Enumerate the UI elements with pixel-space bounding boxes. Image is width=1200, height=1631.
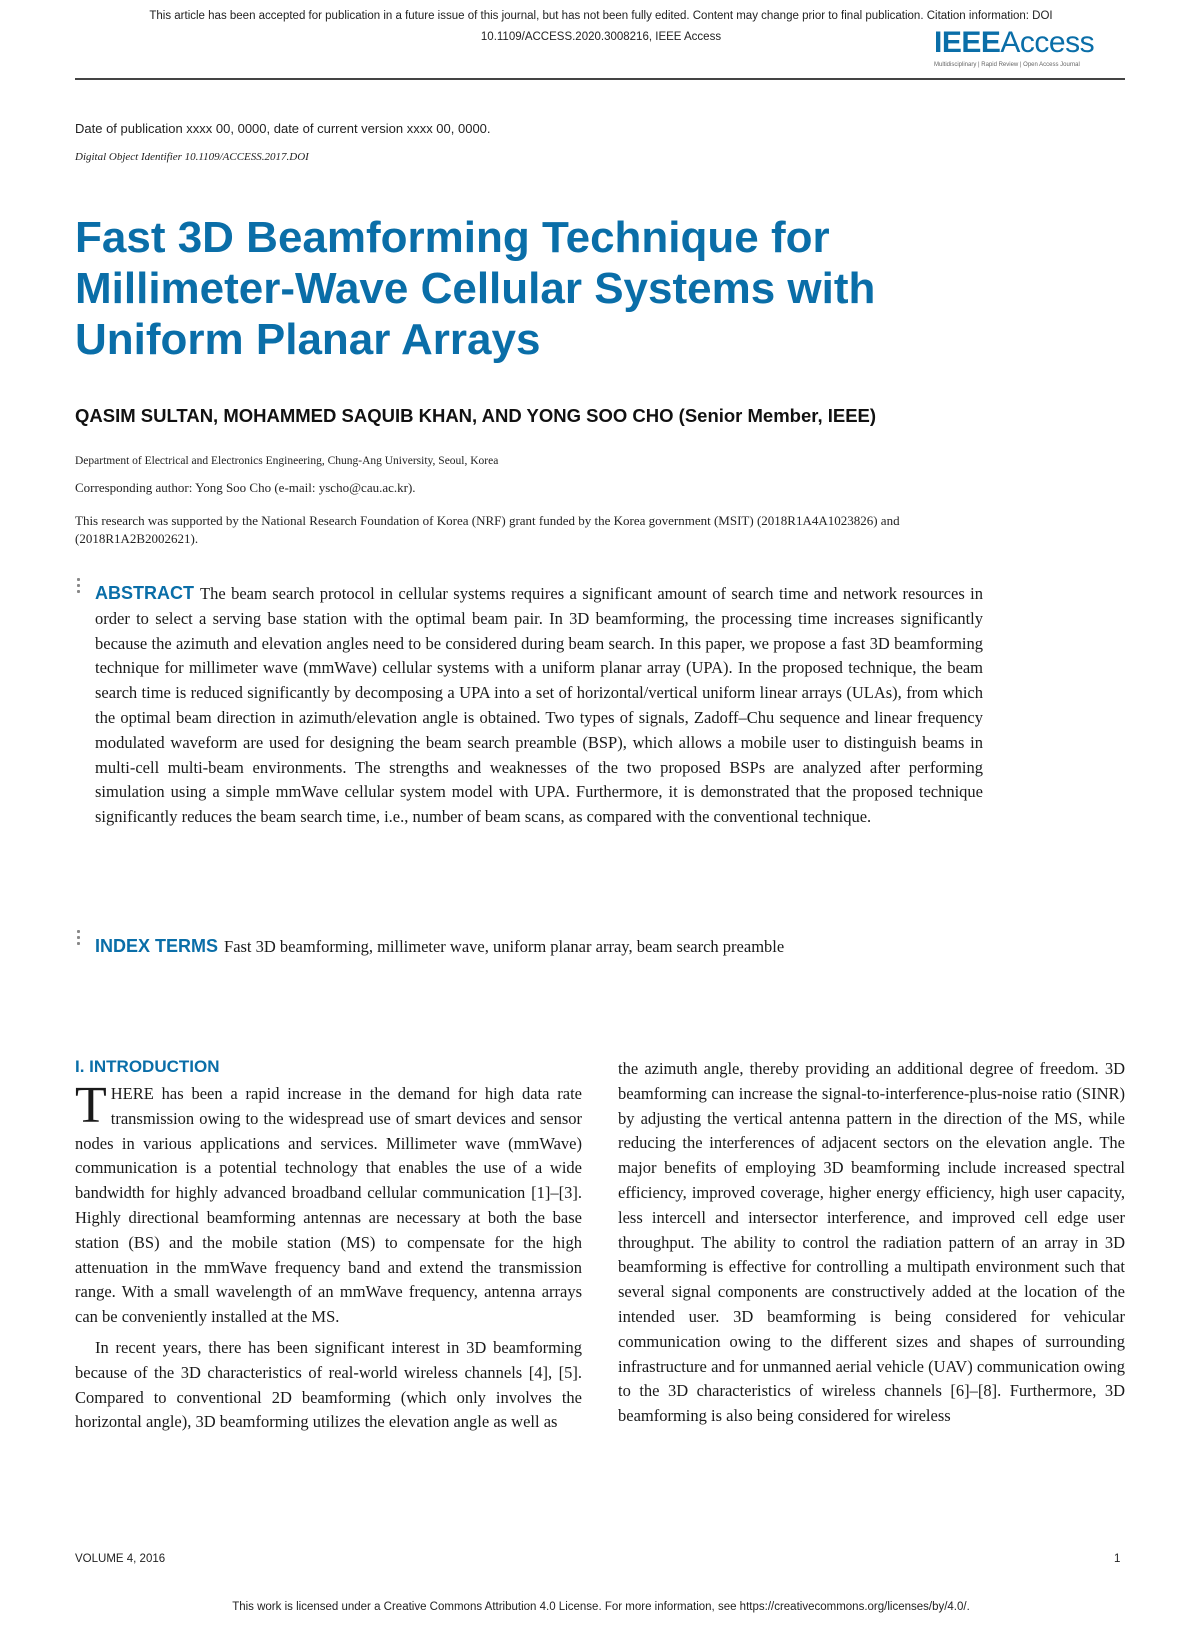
affiliation: Department of Electrical and Electronics Engineering, Chung-Ang University, Seoul, Korea xyxy=(75,455,499,467)
funding-note: This research was supported by the National Research Foundation of Korea (NRF) grant funded by the Korea government (MSIT) (2018R1A4A1023826) and (2018R1A2B2002621). xyxy=(75,513,900,546)
index-terms xyxy=(95,934,983,960)
intro-paragraph-2: In recent years, there has been significant interest in 3D beamforming because of the 3D characteristics of real-world wireless channels [4], [5]. Compared to conventional 2D beamforming (which only involves the horizontal angle), 3D beamforming utilizes the elevation angle as well as xyxy=(75,1337,582,1432)
acceptance-notice-line1: This article has been accepted for publication in a future issue of this journal, but has not been fully edited. Content may change prior to final publication. Citation information: DOI xyxy=(149,10,1053,22)
acceptance-notice-line2: 10.1109/ACCESS.2020.3008216, IEEE Access xyxy=(480,31,722,43)
footer-page-number: 1 xyxy=(1114,1553,1121,1565)
paper-title: Fast 3D Beamforming Technique for Millimeter-Wave Cellular Systems with Uniform Planar Arrays xyxy=(75,213,876,364)
abstract xyxy=(95,581,983,830)
logo-tagline: Multidisciplinary | Rapid Review | Open Access Journal xyxy=(934,62,1080,68)
publication-date: Date of publication xxxx 00, 0000, date of current version xxxx 00, 0000. xyxy=(75,121,491,136)
abstract-marker-icon xyxy=(77,578,81,596)
footer-volume: VOLUME 4, 2016 xyxy=(75,1553,166,1565)
author-list: QASIM SULTAN, MOHAMMED SAQUIB KHAN, AND YONG SOO CHO (Senior Member, IEEE) xyxy=(75,405,877,426)
corresponding-author: Corresponding author: Yong Soo Cho (e-mail: yscho@cau.ac.kr). xyxy=(75,480,416,495)
index-terms-marker-icon xyxy=(77,930,81,948)
intro-paragraph-1-text: HERE has been a rapid increase in the demand for high data rate transmission owing to the widespread use of smart devices and sensor nodes in various applications and services. Millimeter wave (mmWave) communication is a potential technology that enables the use of a wide bandwidth for highly advanced broadband cellular communication [1]–[3]. Highly directional beamforming antennas are necessary at both the base station (BS) and the mobile station (MS) to compensate for the high attenuation in the mmWave frequency band and extend the transmission range. With a small wavelength of an mmWave frequency, antenna arrays can be conveniently installed at the MS. xyxy=(75,1084,582,1327)
doi-line: Digital Object Identifier 10.1109/ACCESS.2017.DOI xyxy=(75,151,309,163)
abstract-text: The beam search protocol in cellular systems requires a significant amount of search time and network resources in order to select a serving base station with the optimal beam pair. In 3D beamforming, the processing time increases significantly because the azimuth and elevation angles need to be considered during beam search. In this paper, we propose a fast 3D beamforming technique for millimeter wave (mmWave) cellular systems with a uniform planar array (UPA). In the proposed technique, the beam search time is reduced significantly by decomposing a UPA into a set of horizontal/vertical uniform linear arrays (ULAs), from which the optimal beam direction in azimuth/elevation angle is obtained. Two types of signals, Zadoff–Chu sequence and linear frequency modulated waveform are used for designing the beam search preamble (BSP), which allows a mobile user to distinguish beams in multi-cell multi-beam environments. The strengths and weaknesses of the two proposed BSPs are analyzed after performing simulation using a simple mmWave cellular system model with UPA. Furthermore, it is demonstrated that the proposed technique significantly reduces the beam search time, i.e., number of beam scans, as compared with the conventional technique. xyxy=(95,584,983,827)
section-heading-introduction: I. INTRODUCTION xyxy=(75,1057,220,1076)
intro-paragraph-1 xyxy=(75,1077,582,1330)
license-notice: This work is licensed under a Creative Commons Attribution 4.0 License. For more information, see https://creativecommons.org/licenses/by/4.0/. xyxy=(232,1601,970,1613)
logo-ieee-text: IEEE xyxy=(934,26,1001,59)
index-terms-text: Fast 3D beamforming, millimeter wave, uniform planar array, beam search preamble xyxy=(224,937,785,956)
ieee-access-logo xyxy=(934,26,1094,60)
index-terms-label: INDEX TERMS xyxy=(95,936,219,956)
intro-paragraph-3: the azimuth angle, thereby providing an additional degree of freedom. 3D beamforming can increase the signal-to-interference-plus-noise ratio (SINR) by adjusting the vertical antenna pattern in the direction of the MS, while reducing the interferences of adjacent sectors on the elevation angle. The major benefits of employing 3D beamforming include increased spectral efficiency, improved coverage, higher energy efficiency, high user capacity, less intercell and intersector interference, and improved cell edge user throughput. The ability to control the radiation pattern of an array in 3D beamforming is effective for controlling a multipath environment such that several signal components are constructively added at the location of the intended user. 3D beamforming is being considered for vehicular communication owing to the different sizes and shapes of surrounding infrastructure and for unmanned aerial vehicle (UAV) communication owing to the 3D characteristics of wireless channels [6]–[8]. Furthermore, 3D beamforming is also being considered for wireless xyxy=(618,1059,1125,1426)
right-column xyxy=(618,1057,1125,1429)
left-column xyxy=(75,1077,582,1435)
header-rule xyxy=(75,78,1125,80)
logo-access-text: Access xyxy=(1000,26,1095,59)
abstract-label: ABSTRACT xyxy=(95,583,194,603)
dropcap: T xyxy=(75,1077,107,1134)
